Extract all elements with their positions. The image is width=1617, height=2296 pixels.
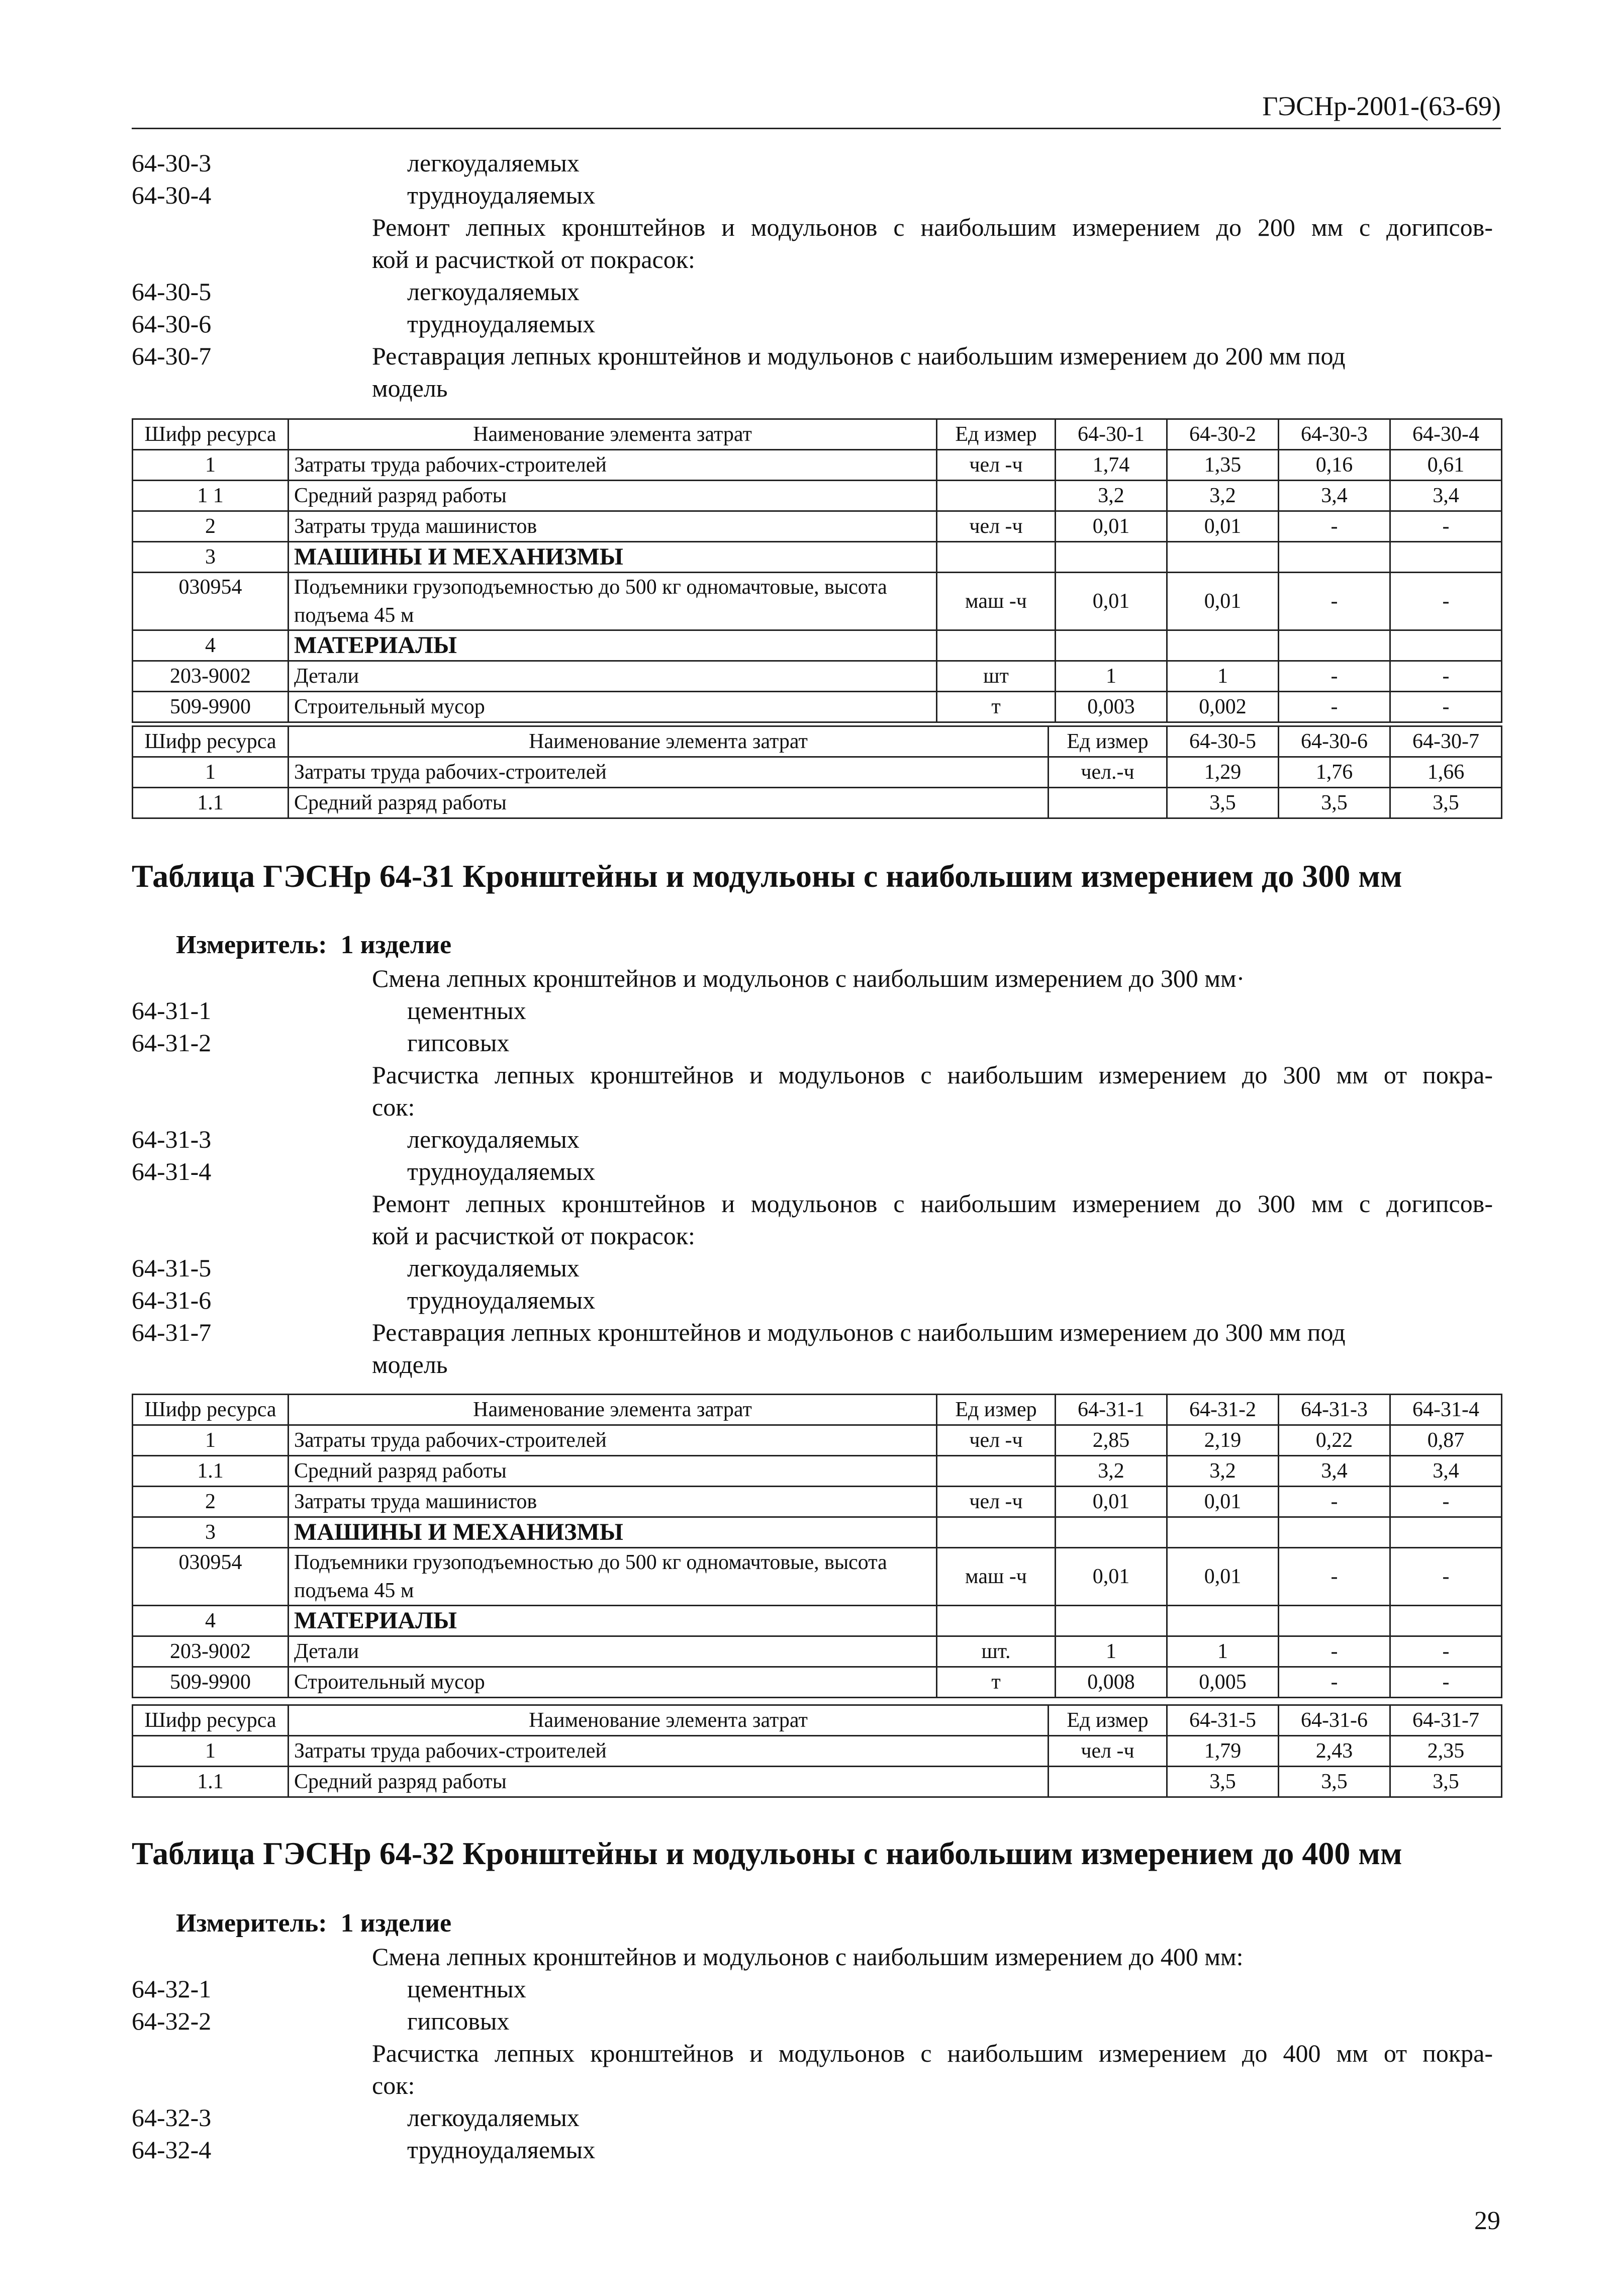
table-row: 030954 Подъемники грузоподъемностью до 500 кг одномачтовые, высота подъема 45 м маш -ч 0,01 0,01 - -: [133, 1548, 1502, 1606]
work-description: Смена лепных кронштейнов и модульонов с наибольшим измерением до 400 мм:: [372, 1943, 1244, 1971]
table-row: 203-9002 Детали шт 1 1 - -: [133, 661, 1502, 692]
list-item: 64-30-3 легкоудаляемых: [132, 149, 580, 177]
table-row: 1 Затраты труда рабочих-строителей чел -ч 1,79 2,43 2,35: [133, 1736, 1502, 1767]
table-row: 1 Затраты труда рабочих-строителей чел -ч 1,74 1,35 0,16 0,61: [133, 450, 1502, 481]
section-title: Таблица ГЭСНр 64-32 Кронштейны и модульоны с наибольшим измерением до 400 мм: [132, 1835, 1402, 1871]
resource-table-64-31-a: [132, 1394, 1502, 1698]
table-row: 1.1 Средний разряд работы 3,5 3,5 3,5: [133, 788, 1502, 818]
list-item: 64-31-1 цементных: [132, 996, 526, 1025]
table-row: 509-9900 Строительный мусор т 0,003 0,002 - -: [133, 692, 1502, 722]
table-header-row: Шифр ресурса Наименование элемента затрат Ед измер 64-31-5 64-31-6 64-31-7: [133, 1705, 1502, 1736]
table-section-row: 3 МАШИНЫ И МЕХАНИЗМЫ: [133, 1517, 1502, 1548]
resource-table-64-30-a: [132, 418, 1502, 723]
table-row: 030954 Подъемники грузоподъемностью до 500 кг одномачтовые, высота подъема 45 м маш -ч 0,01 0,01 - -: [133, 573, 1502, 630]
table-row: 1.1 Средний разряд работы 3,5 3,5 3,5: [133, 1767, 1502, 1797]
list-item: 64-30-6 трудноудаляемых: [132, 310, 596, 338]
list-item: 64-30-5 легкоудаляемых: [132, 278, 580, 306]
section-title: Таблица ГЭСНр 64-31 Кронштейны и модульоны с наибольшим измерением до 300 мм: [132, 858, 1402, 894]
table-row: 1 Затраты труда рабочих-строителей чел -ч 2,85 2,19 0,22 0,87: [133, 1425, 1502, 1456]
list-item: 64-30-7 Реставрация лепных кронштейнов и модульонов с наибольшим измерением до 200 мм под: [132, 342, 1346, 370]
list-item: 64-31-4 трудноудаляемых: [132, 1157, 596, 1185]
table-row: 1.1 Средний разряд работы 3,2 3,2 3,4 3,4: [133, 1456, 1502, 1487]
table-section-row: 4 МАТЕРИАЛЫ: [133, 630, 1502, 661]
table-row: 2 Затраты труда машинистов чел -ч 0,01 0,01 - -: [133, 511, 1502, 542]
document-code: ГЭСНр-2001-(63-69): [1262, 91, 1501, 121]
work-description: Смена лепных кронштейнов и модульонов с наибольшим измерением до 300 мм·: [372, 964, 1245, 992]
measure-line: Измеритель: 1 изделие: [176, 931, 452, 959]
list-item: 64-32-1 цементных: [132, 1975, 526, 2003]
measure-line: Измеритель: 1 изделие: [176, 1909, 452, 1938]
work-description: Расчистка лепных кронштейнов и модульонов с наибольшим измерением до 300 мм от покра- сок:: [372, 1061, 1493, 1121]
table-section-row: 4 МАТЕРИАЛЫ: [133, 1606, 1502, 1636]
list-item: 64-31-5 легкоудаляемых: [132, 1254, 580, 1282]
list-item: 64-32-4 трудноудаляемых: [132, 2136, 596, 2164]
list-item: 64-32-3 легкоудаляемых: [132, 2103, 580, 2132]
work-description: модель: [372, 374, 448, 402]
table-row: 1 1 Средний разряд работы 3,2 3,2 3,4 3,4: [133, 481, 1502, 511]
work-description: модель: [372, 1350, 448, 1379]
table-header-row: Шифр ресурса Наименование элемента затрат Ед измер 64-30-5 64-30-6 64-30-7: [133, 726, 1502, 757]
page-header: [132, 85, 1501, 129]
list-item: 64-30-4 трудноудаляемых: [132, 181, 596, 209]
list-item: 64-31-6 трудноудаляемых: [132, 1286, 596, 1314]
list-item: 64-31-2 гипсовых: [132, 1029, 510, 1057]
list-item: 64-31-7 Реставрация лепных кронштейнов и модульонов с наибольшим измерением до 300 мм под: [132, 1318, 1346, 1346]
work-description: Ремонт лепных кронштейнов и модульонов с наибольшим измерением до 300 мм с догипсов- кой и расчисткой от покрасок:: [372, 1189, 1493, 1250]
page-number: 29: [1474, 2207, 1500, 2235]
table-header-row: Шифр ресурса Наименование элемента затрат Ед измер 64-30-1 64-30-2 64-30-3 64-30-4: [133, 419, 1502, 450]
list-item: 64-31-3 легкоудаляемых: [132, 1125, 580, 1153]
table-section-row: 3 МАШИНЫ И МЕХАНИЗМЫ: [133, 542, 1502, 573]
table-row: 2 Затраты труда машинистов чел -ч 0,01 0,01 - -: [133, 1487, 1502, 1517]
list-item: 64-32-2 гипсовых: [132, 2007, 510, 2035]
table-row: 1 Затраты труда рабочих-строителей чел.-ч 1,29 1,76 1,66: [133, 757, 1502, 788]
work-description: Расчистка лепных кронштейнов и модульонов с наибольшим измерением до 400 мм от покра- сок:: [372, 2039, 1493, 2099]
table-header-row: Шифр ресурса Наименование элемента затрат Ед измер 64-31-1 64-31-2 64-31-3 64-31-4: [133, 1395, 1502, 1425]
table-row: 509-9900 Строительный мусор т 0,008 0,005 - -: [133, 1667, 1502, 1698]
work-description: Ремонт лепных кронштейнов и модульонов с наибольшим измерением до 200 мм с догипсов- кой и расчисткой от покрасок:: [372, 213, 1493, 273]
resource-table-64-31-b: [132, 1704, 1502, 1798]
table-row: 203-9002 Детали шт. 1 1 - -: [133, 1636, 1502, 1667]
resource-table-64-30-b: [132, 725, 1502, 819]
